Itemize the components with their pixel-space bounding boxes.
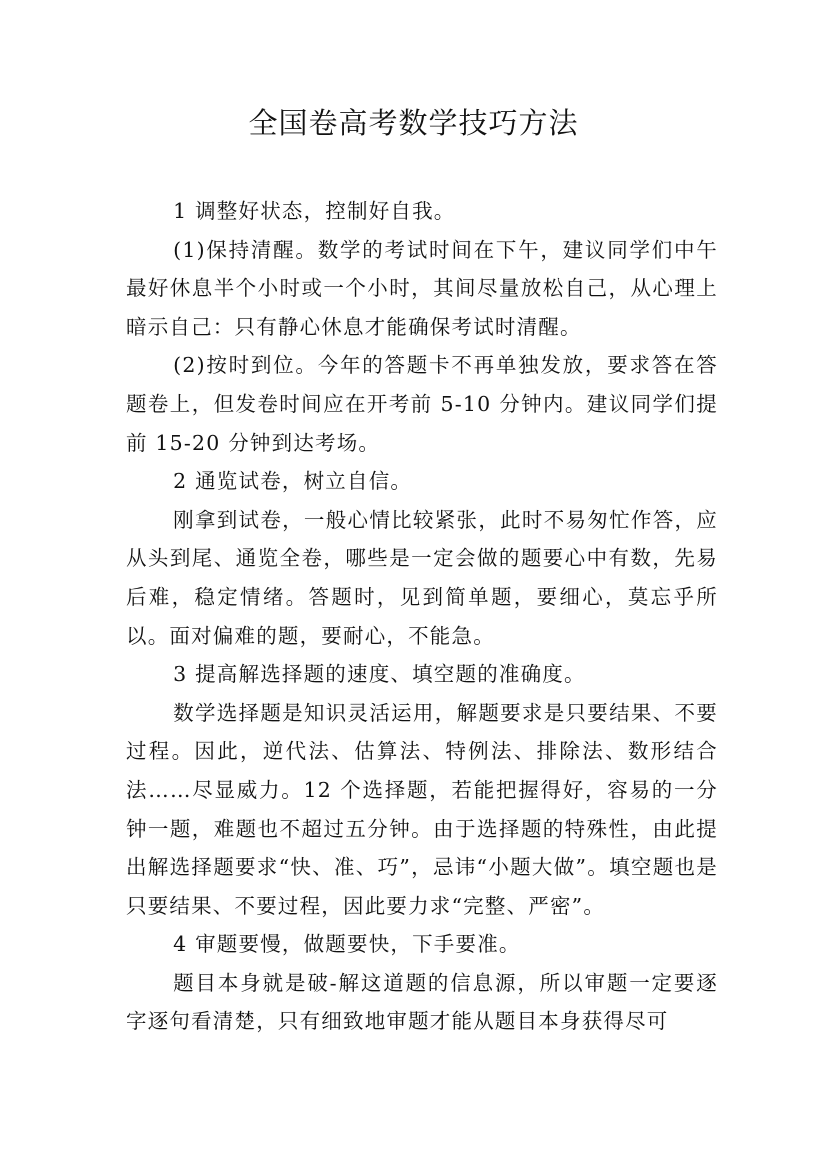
section-heading-1: 1 调整好状态，控制好自我。	[173, 199, 456, 223]
paragraph: 刚拿到试卷，一般心情比较紧张，此时不易匆忙作答，应从头到尾、通览全卷，哪些是一定会做的题要心中有数，先易后难，稳定情绪。答题时，见到简单题，要细心，莫忘乎所以。面对偏难的题，要耐心，不能急。	[126, 507, 718, 648]
section-heading-3: 3 提高解选择题的速度、填空题的准确度。	[173, 662, 586, 687]
document-title: 全国卷高考数学技巧方法	[248, 106, 579, 140]
document-body	[126, 192, 718, 1041]
section-heading-4: 4 审题要慢，做题要快，下手要准。	[173, 932, 521, 957]
paragraph: 数学选择题是知识灵活运用，解题要求是只要结果、不要过程。因此，逆代法、估算法、特例法、排除法、数形结合法……尽显威力。12 个选择题，若能把握得好，容易的一分钟一题，难题也不超过五分钟。由于选择题的特殊性，由此提出解选择题要求“快、准、巧”，忌讳“小题大做”。填空题也是只要结果、不要过程，因此要力求“完整、严密”。	[126, 700, 718, 918]
paragraph: (2)按时到位。今年的答题卡不再单独发放，要求答在答题卷上，但发卷时间应在开考前 5-10 分钟内。建议同学们提前 15-20 分钟到达考场。	[126, 353, 718, 455]
section-heading-2: 2 通览试卷，树立自信。	[173, 469, 413, 494]
paragraph: (1)保持清醒。数学的考试时间在下午，建议同学们中午最好休息半个小时或一个小时，其间尽量放松自己，从心理上暗示自己：只有静心休息才能确保考试时清醒。	[126, 237, 718, 339]
paragraph: 题目本身就是破-解这道题的信息源，所以审题一定要逐字逐句看清楚，只有细致地审题才能从题目本身获得尽可	[126, 970, 718, 1034]
